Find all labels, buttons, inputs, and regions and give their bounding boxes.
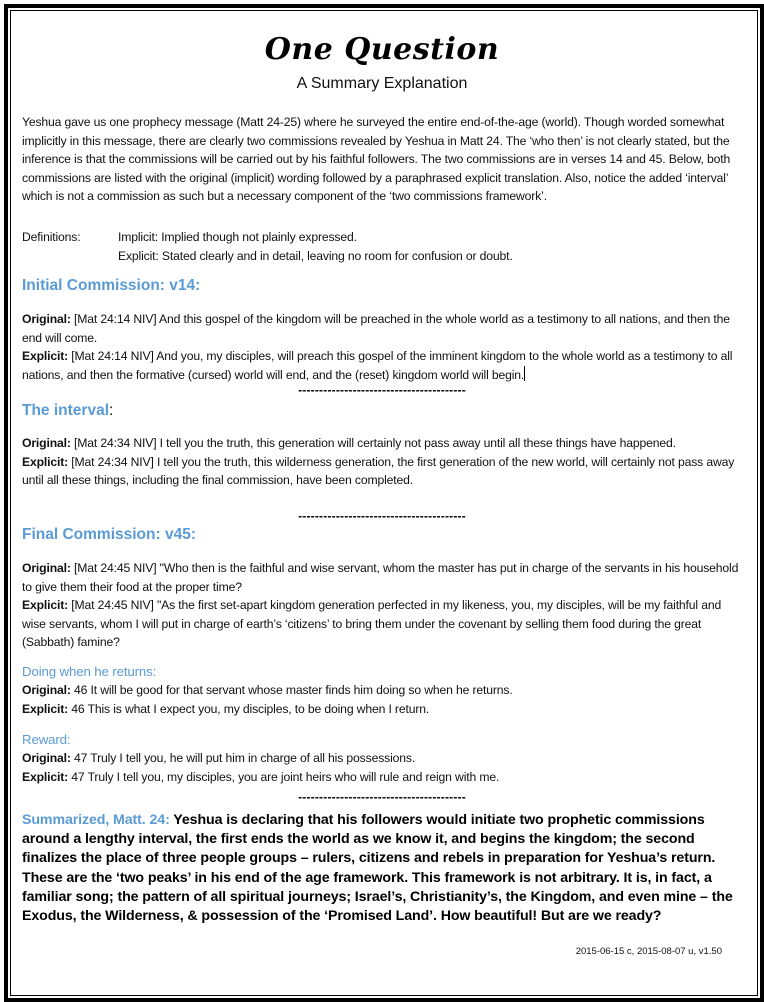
original-text: 47 Truly I tell you, he will put him in charge of all his possessions. [70, 751, 416, 765]
explicit-text: 46 This is what I expect you, my disciples, to be doing when I return. [68, 701, 430, 716]
heading-reward: Reward: [22, 732, 71, 747]
section-initial-commission [22, 310, 742, 384]
version-footer: 2015-06-15 c, 2015-08-07 u, v1.50 [575, 946, 722, 957]
heading-initial-commission: Initial Commission: v14: [22, 277, 201, 294]
heading-doing-when-returns: Doing when he returns: [22, 664, 157, 679]
document-title: One Question [264, 32, 500, 67]
explicit-label: Explicit: [22, 598, 69, 613]
original-text: 46 It will be good for that servant whose master finds him doing so when he returns. [70, 683, 513, 697]
original-verse [22, 434, 742, 453]
section-doing-when-returns [22, 663, 742, 718]
original-label: Original: [22, 561, 71, 575]
original-text: [Mat 24:34 NIV] I tell you the truth, this generation will certainly not pass away until all these things have happened. [70, 436, 676, 450]
summary-text: Yeshua is declaring that his followers would initiate two prophetic commissions around a lengthy interval, the first ends the world as we know it, and begins the kingdom; the second finalizes the place of three people groups – rulers, citizens and rebels in preparation for Yeshua’s return. These are the ‘two peaks’ in his end of the age framework. This framework is not arbitrary. It is, in fact, a familiar song; the pattern of all spiritual journeys; Israel’s, Christianity’s, the Kingdom, and even mine – the Exodus, the Wilderness, & possession of the ‘Promised Land’. How beautiful! But are we ready? [22, 812, 733, 925]
section-final-commission [22, 559, 742, 652]
explicit-verse [22, 768, 742, 787]
original-label: Original: [22, 436, 71, 450]
original-verse [22, 749, 742, 768]
original-verse [22, 310, 742, 347]
original-text: [Mat 24:14 NIV] And this gospel of the kingdom will be preached in the whole world as a testimony to all nations, and then the end will come. [22, 312, 730, 345]
explicit-text: [Mat 24:34 NIV] I tell you the truth, this wilderness generation, the first generation of the new world, will certainly not pass away until all these things, including the final commission, have been completed. [22, 454, 735, 488]
section-divider: ---------------------------------------- [298, 509, 466, 523]
section-divider: ---------------------------------------- [298, 383, 466, 397]
document-subtitle: A Summary Explanation [296, 75, 468, 92]
intro-paragraph: Yeshua gave us one prophecy message (Matt 24-25) where he surveyed the entire end-of-the-age (world). Though worded somewhat implicitly in this message, there are clearly two commissions revealed by Yeshua in Matt 24. The ‘who then’ is not clearly stated, but the inference is that the commissions will be carried out by his faithful followers. The two commissions are in verses 14 and 45. Below, both commissions are listed with the original (implicit) wording followed by a paraphrased explicit translation. Also, notice the added ‘interval’ which is not a commission as such but a necessary component of the ‘two commissions framework’. [22, 115, 731, 204]
explicit-label: Explicit: [22, 701, 69, 716]
explicit-label: Explicit: [22, 454, 69, 469]
original-label: Original: [22, 751, 71, 765]
explicit-label: Explicit: [22, 349, 69, 364]
definition-explicit: Explicit: Stated clearly and in detail, leaving no room for confusion or doubt. [118, 248, 513, 263]
explicit-label: Explicit: [22, 769, 69, 784]
heading-final-commission: Final Commission: v45: [22, 526, 196, 543]
definitions [22, 228, 742, 265]
explicit-text: [Mat 24:45 NIV] "As the first set-apart kingdom generation perfected in my likeness, you, my disciples, will be my faithful and wise servants, whom I will put in charge of earth’s ‘citizens’ to bring them under the covenant by selling them food during the great (Sabbath) famine? [22, 598, 722, 650]
explicit-verse [22, 347, 742, 384]
original-verse [22, 681, 742, 700]
summary-paragraph [22, 811, 742, 926]
definition-implicit: Implicit: Implied though not plainly expressed. [118, 230, 357, 244]
definitions-label: Definitions: [22, 230, 81, 244]
definition-row [22, 228, 742, 247]
original-label: Original: [22, 312, 71, 326]
explicit-text: [Mat 24:14 NIV] And you, my disciples, will preach this gospel of the imminent kingdom to the whole world as a testimony to all nations, and then the formative (cursed) world will end, and the (reset) kingdom world will begin. [22, 349, 733, 382]
original-label: Original: [22, 683, 71, 697]
explicit-text: 47 Truly I tell you, my disciples, you are joint heirs who will rule and reign with me. [68, 769, 500, 784]
heading-interval: The interval: [22, 402, 114, 419]
explicit-verse [22, 453, 742, 490]
section-interval [22, 434, 742, 490]
summary-lead: Summarized, Matt. 24: [22, 812, 170, 828]
explicit-verse [22, 700, 742, 719]
definition-row [22, 247, 742, 266]
section-divider: ---------------------------------------- [298, 790, 466, 804]
original-text: [Mat 24:45 NIV] "Who then is the faithful and wise servant, whom the master has put in charge of the servants in his household to give them their food at the proper time? [22, 561, 739, 594]
original-verse [22, 559, 742, 596]
text-cursor [524, 366, 525, 381]
explicit-verse [22, 596, 742, 652]
section-reward [22, 731, 742, 786]
